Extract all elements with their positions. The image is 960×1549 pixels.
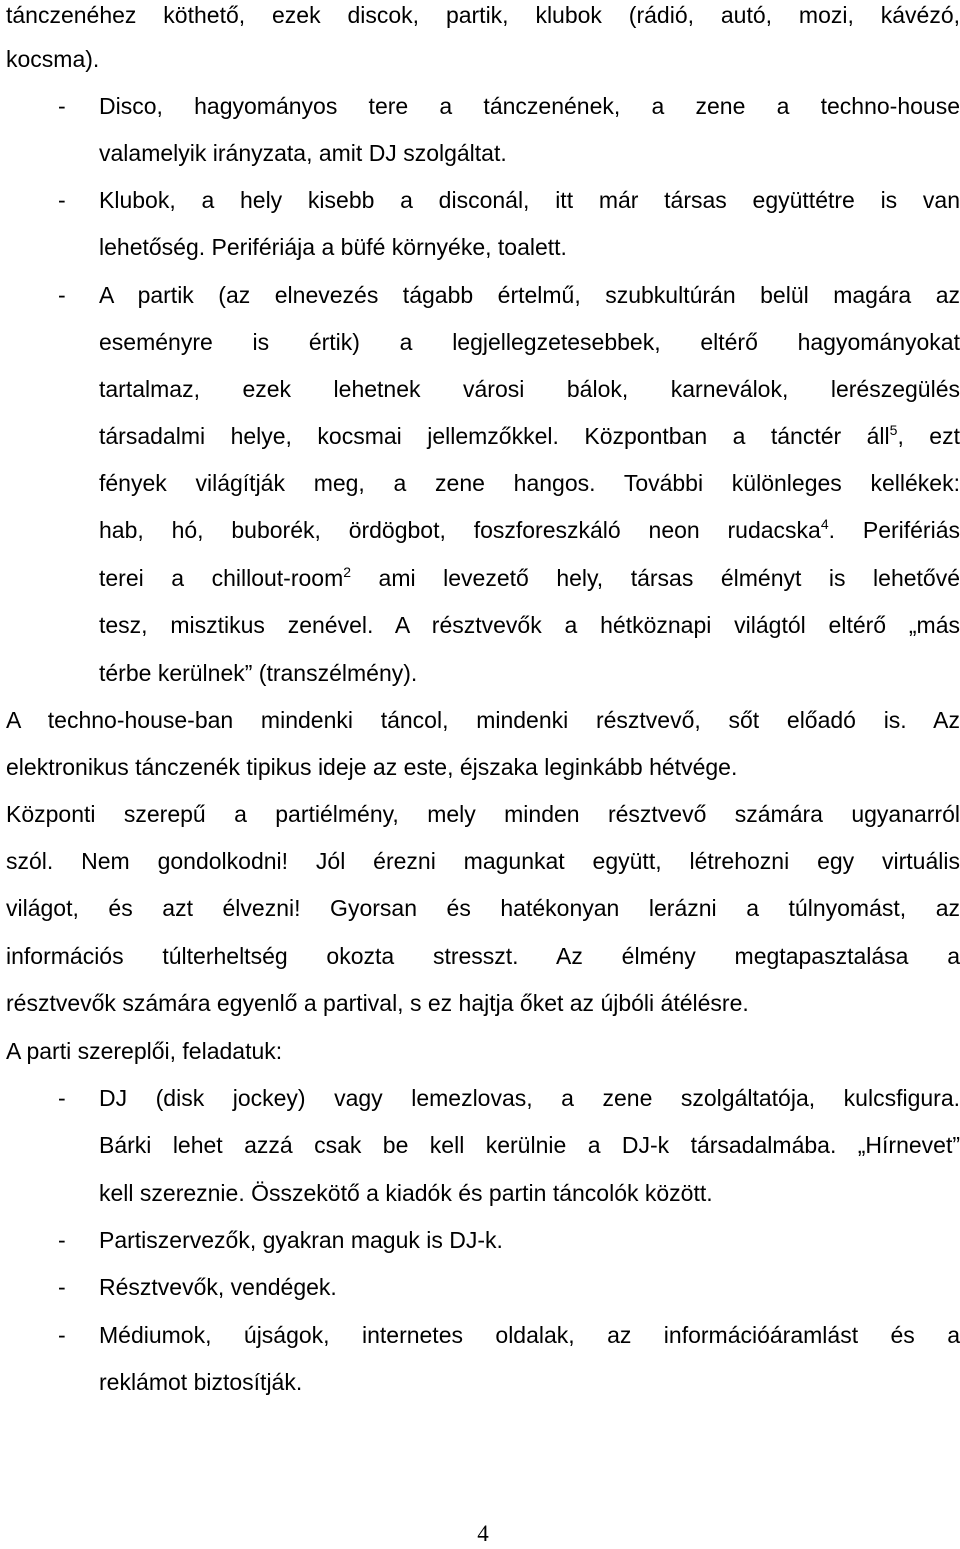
list1-item-3-line-3: tartalmaz, ezek lehetnek városi bálok, karneválok, lerészegülés [99,376,960,402]
list-dash: - [58,1274,66,1300]
intro-line-2: kocsma). [6,46,100,72]
page-number: 4 [477,1521,489,1546]
footnote-ref-2: 2 [343,564,352,580]
text-segment: ami levezető hely, társas élményt is lehetővé [351,565,960,591]
footnote-ref-4: 4 [820,516,829,532]
text-segment: terei a chillout-room [99,565,344,591]
paragraph-line-6: információs túlterheltség okozta stresszt. Az élmény megtapasztalása a [6,943,960,969]
list2-item-1-line-2: Bárki lehet azzá csak be kell kerülnie a DJ-k társadalmába. „Hírnevet” [99,1132,960,1158]
list2-item-4-line-1: Médiumok, újságok, internetes oldalak, az információáramlást és a [99,1322,960,1348]
paragraph-line-7: résztvevők számára egyenlő a partival, s ez hajtja őket az újbóli átélésre. [6,990,749,1016]
list-dash: - [58,1322,66,1348]
paragraph-line-3: Központi szerepű a partiélmény, mely minden résztvevő számára ugyanarról [6,801,960,827]
list2-item-2-line-1: Partiszervezők, gyakran maguk is DJ-k. [99,1227,503,1253]
list1-item-3-line-2: eseményre is értik) a legjellegzetesebbek, eltérő hagyományokat [99,329,960,355]
list1-item-3-line-6 [99,515,960,545]
paragraph-line-4: szól. Nem gondolkodni! Jól érezni magunkat együtt, létrehozni egy virtuális [6,848,960,874]
paragraph-line-1: A techno-house-ban mindenki táncol, mindenki résztvevő, sőt előadó is. Az [6,707,960,733]
list2-item-1-line-3: kell szereznie. Összekötő a kiadók és partin táncolók között. [99,1180,713,1206]
list1-item-2-line-2: lehetőség. Perifériája a büfé környéke, toalett. [99,234,567,260]
list1-item-2-line-1: Klubok, a hely kisebb a disconál, itt már társas együttétre is van [99,187,960,213]
list-dash: - [58,187,66,213]
list1-item-1-line-2: valamelyik irányzata, amit DJ szolgáltat. [99,140,507,166]
paragraph-line-5: világot, és azt élvezni! Gyorsan és hatékonyan lerázni a túlnyomást, az [6,895,960,921]
intro-line-1: tánczenéhez köthető, ezek discok, partik, klubok (rádió, autó, mozi, kávézó, [6,2,960,28]
list1-item-3-line-9: térbe kerülnek” (transzélmény). [99,660,418,686]
list-dash: - [58,1227,66,1253]
text-segment: , ezt [897,423,960,449]
text-segment: hab, hó, buborék, ördögbot, foszforeszkáló neon rudacska [99,517,821,543]
list-dash: - [58,282,66,308]
list-dash: - [58,1085,66,1111]
list2-item-4-line-2: reklámot biztosítják. [99,1369,303,1395]
list1-item-3-line-5: fények világítják meg, a zene hangos. További különleges kellékek: [99,470,960,496]
list1-item-1-line-1: Disco, hagyományos tere a tánczenének, a zene a techno-house [99,93,960,119]
list1-item-3-line-4 [99,421,960,451]
list2-item-3-line-1: Résztvevők, vendégek. [99,1274,337,1300]
section-heading: A parti szereplői, feladatuk: [6,1038,283,1064]
paragraph-line-2: elektronikus tánczenék tipikus ideje az este, éjszaka leginkább hétvége. [6,754,738,780]
list-dash: - [58,93,66,119]
list1-item-3-line-8: tesz, misztikus zenével. A résztvevők a hétköznapi világtól eltérő „más [99,612,960,638]
footnote-ref-5: 5 [889,422,898,438]
text-segment: . Perifériás [828,517,960,543]
list1-item-3-line-1: A partik (az elnevezés tágabb értelmű, szubkultúrán belül magára az [99,282,960,308]
list2-item-1-line-1: DJ (disk jockey) vagy lemezlovas, a zene szolgáltatója, kulcsfigura. [99,1085,960,1111]
list1-item-3-line-7 [99,563,960,593]
text-segment: társadalmi helye, kocsmai jellemzőkkel. Központban a tánctér áll [99,423,890,449]
